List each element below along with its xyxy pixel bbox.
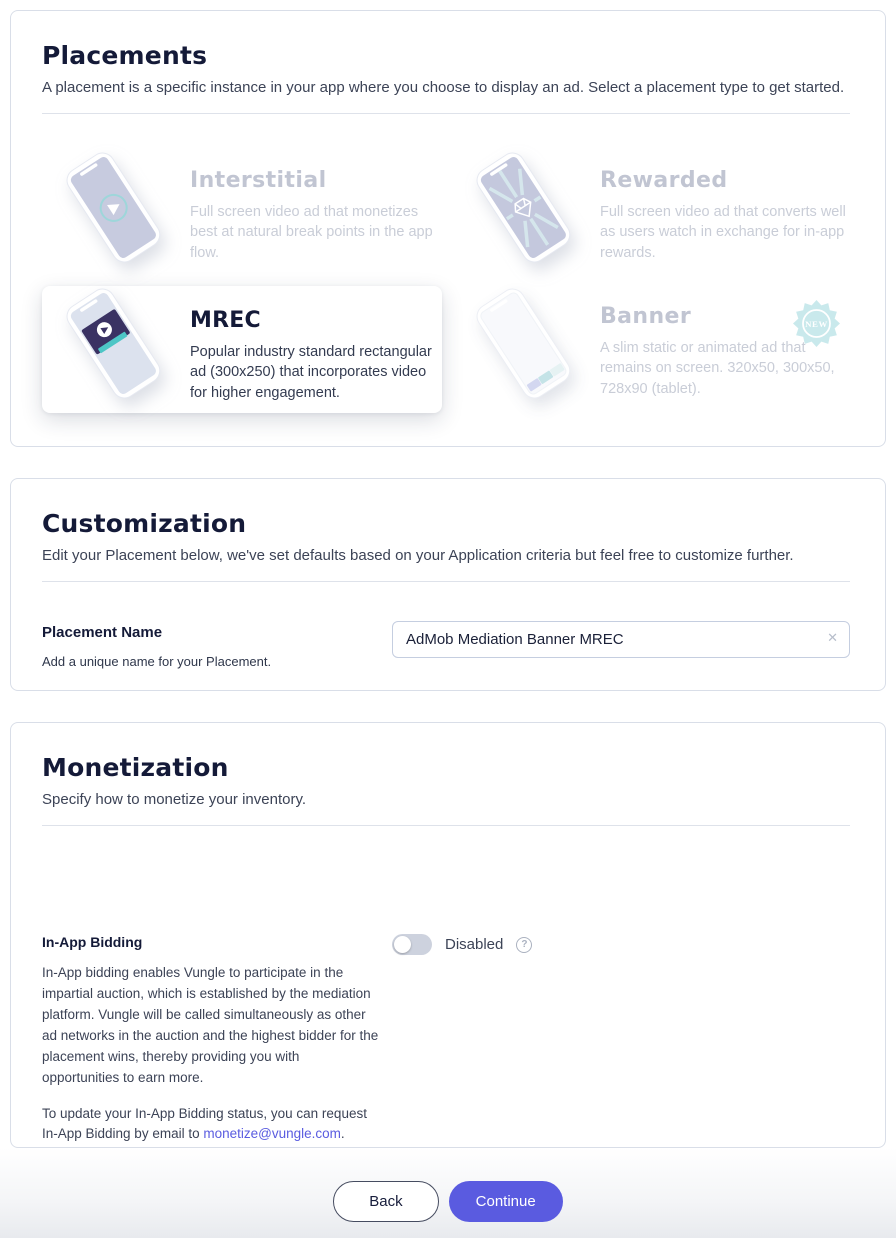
- placements-title: Placements: [42, 41, 208, 70]
- customization-card: [10, 478, 886, 691]
- back-button[interactable]: Back: [333, 1181, 438, 1222]
- placements-description: A placement is a specific instance in your app where you choose to display an ad. Select a placement type to get started.: [42, 79, 845, 96]
- customization-title: Customization: [42, 509, 247, 538]
- placement-type-description: Full screen video ad that monetizes best at natural break points in the app flow.: [190, 204, 433, 261]
- placement-type-rewarded[interactable]: [452, 150, 852, 270]
- email-link[interactable]: monetize@vungle.com: [203, 1126, 341, 1142]
- placement-name-input[interactable]: [392, 621, 850, 658]
- placement-type-title: Interstitial: [190, 168, 327, 193]
- placement-type-description: Full screen video ad that converts well as users watch in exchange for in-app rewards.: [600, 204, 846, 261]
- placement-name-label: Placement Name: [42, 624, 163, 641]
- in-app-bidding-label: In-App Bidding: [42, 934, 143, 950]
- footer: [0, 1148, 896, 1238]
- placement-type-title: MREC: [190, 308, 261, 333]
- monetization-description: Specify how to monetize your inventory.: [42, 791, 307, 808]
- monetization-title: Monetization: [42, 753, 229, 782]
- mrec-phone-illustration: [48, 288, 176, 402]
- note-text: To update your In-App Bidding status, you can request In-App Bidding by email to: [42, 1105, 367, 1142]
- divider: [42, 581, 850, 582]
- help-icon[interactable]: ?: [516, 937, 532, 953]
- placement-name-help: Add a unique name for your Placement.: [42, 654, 272, 669]
- new-badge: [793, 300, 840, 347]
- placement-type-title: Banner: [600, 304, 692, 329]
- placement-type-title: Rewarded: [600, 168, 728, 193]
- placement-type-grid: [42, 150, 850, 413]
- placement-type-description: Popular industry standard rectangular ad (300x250) that incorporates video for higher engagement.: [190, 344, 432, 401]
- divider: [42, 825, 850, 826]
- toggle-knob: [394, 936, 411, 953]
- continue-button[interactable]: Continue: [449, 1181, 563, 1222]
- placement-type-banner[interactable]: [452, 286, 852, 413]
- monetization-card: [10, 722, 886, 1148]
- toggle-state-label: Disabled: [445, 936, 504, 953]
- banner-phone-illustration: [458, 288, 586, 402]
- divider: [42, 113, 850, 114]
- in-app-bidding-note: [42, 1104, 380, 1146]
- in-app-bidding-toggle[interactable]: [392, 934, 432, 955]
- in-app-bidding-description: In-App bidding enables Vungle to participate in the impartial auction, which is established by the mediation platform. Vungle will be called simultaneously as other ad networks in the auction and the highest bidder for the placement wins, thereby providing you with opportunities to earn more.: [42, 965, 379, 1085]
- interstitial-phone-illustration: [48, 152, 176, 266]
- placement-type-interstitial[interactable]: [42, 150, 442, 270]
- placement-type-mrec[interactable]: [42, 286, 442, 413]
- customization-description: Edit your Placement below, we've set defaults based on your Application criteria but feel free to customize further.: [42, 547, 794, 564]
- rewarded-phone-illustration: [458, 152, 586, 266]
- clear-input-icon[interactable]: ✕: [827, 630, 838, 645]
- placement-type-description: A slim static or animated ad that remains on screen. 320x50, 300x50, 728x90 (tablet).: [600, 340, 835, 397]
- new-badge-label: NEW: [805, 319, 828, 330]
- note-suffix: .: [340, 1126, 345, 1142]
- placements-card: [10, 10, 886, 447]
